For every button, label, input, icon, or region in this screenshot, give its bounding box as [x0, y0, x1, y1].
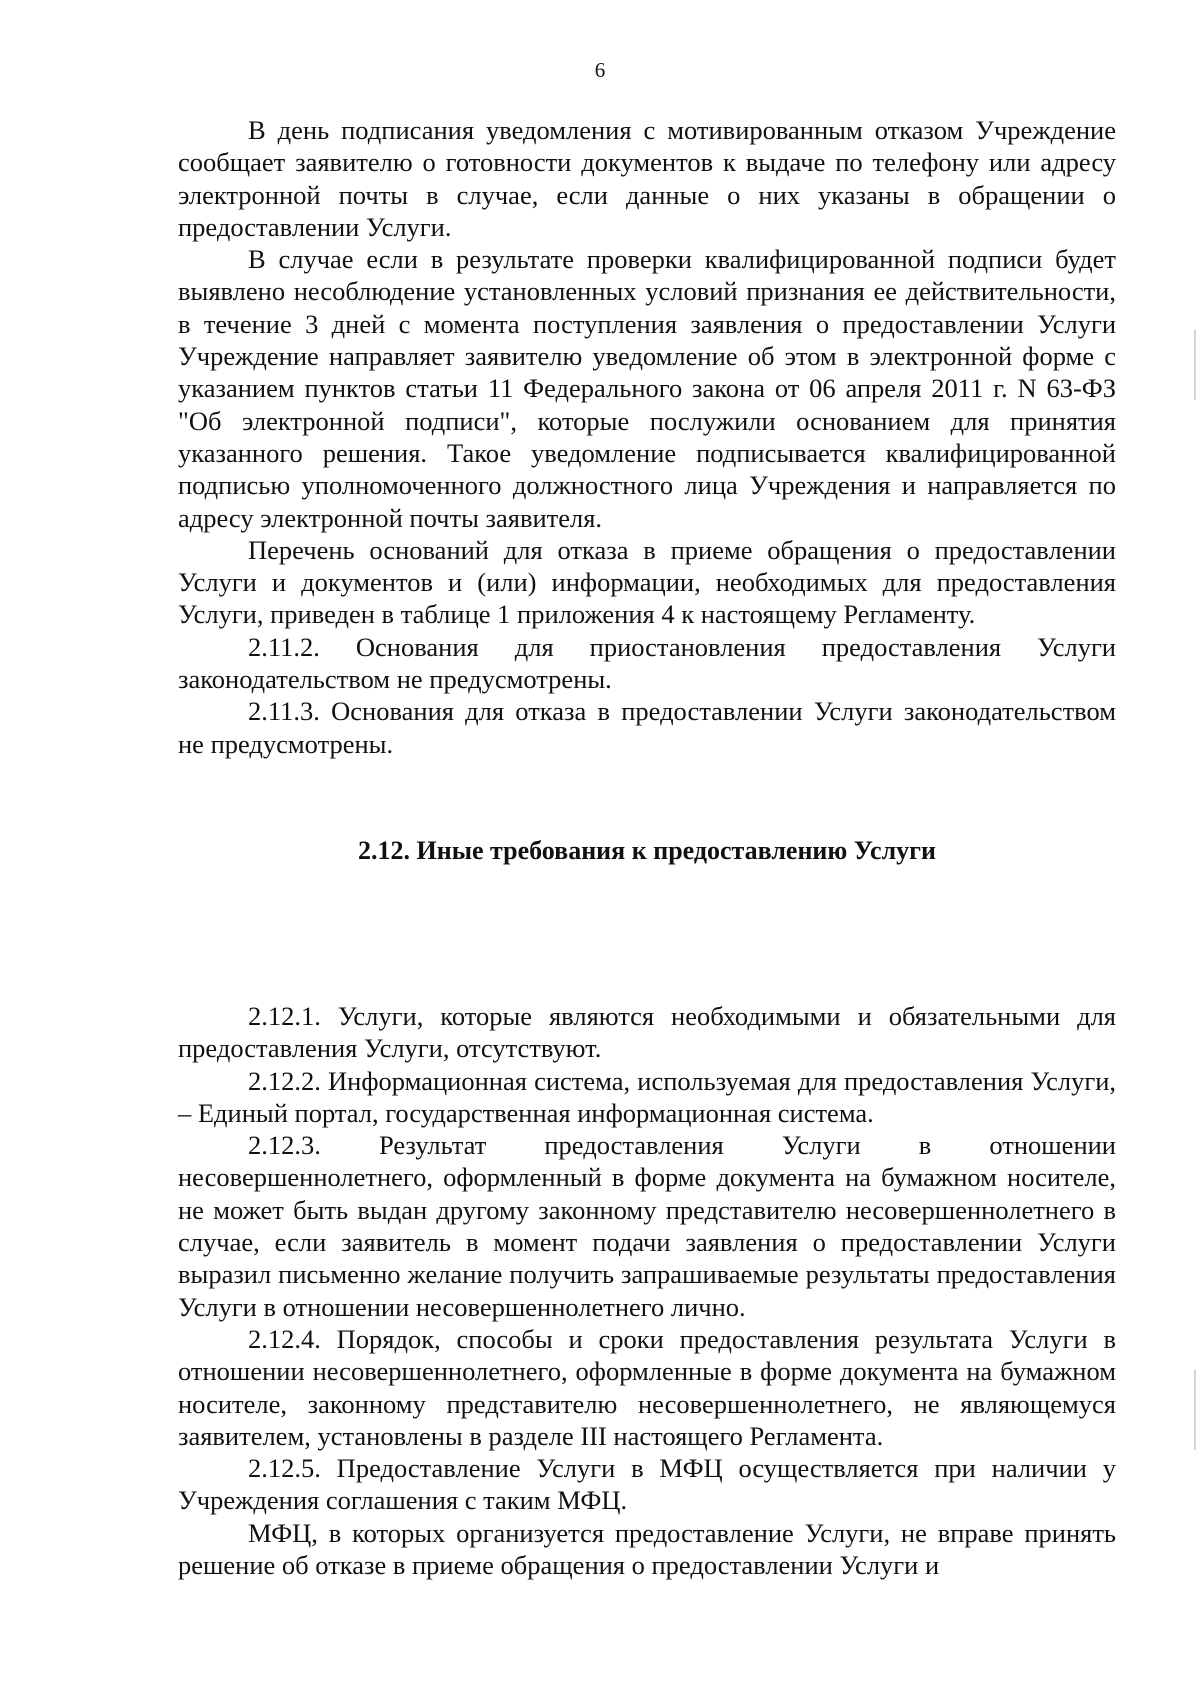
- paragraph-qualified-signature-check: В случае если в результате проверки квалифицированной подписи будет выявлено несоблюдение установленных условий признания ее действительности, в течение 3 дней с момента поступления заявления о предоставлении Услуги Учреждение направляет заявителю уведомление об этом в электронной форме с указанием пунктов статьи 11 Федерального закона от 06 апреля 2011 г. N 63-ФЗ "Об электронной подписи", которые послужили основанием для принятия указанного решения. Такое уведомление подписывается квалифицированной подписью уполномоченного должностного лица Учреждения и направляется по адресу электронной почты заявителя.: [178, 244, 1116, 533]
- paragraph-2-11-2: 2.11.2. Основания для приостановления предоставления Услуги законодательством не предусмотрены.: [178, 631, 1116, 695]
- paragraph-2-12-2: 2.12.2. Информационная система, используемая для предоставления Услуги, – Единый портал, государственная информационная система.: [178, 1065, 1116, 1128]
- paragraph-2-11-3: 2.11.3. Основания для отказа в предоставлении Услуги законодательством не предусмотрены.: [178, 696, 1116, 759]
- paragraph-refusal-notice-day: В день подписания уведомления с мотивированным отказом Учреждение сообщает заявителю о готовности документов к выдаче по телефону или адресу электронной почты в случае, если данные о них указаны в обращении о предоставлении Услуги.: [178, 115, 1116, 242]
- paragraph-mfc-refusal: МФЦ, в которых организуется предоставление Услуги, не вправе принять решение об отказе в приеме обращения о предоставлении Услуги и: [178, 1517, 1116, 1581]
- paragraph-2-12-3: 2.12.3. Результат предоставления Услуги в отношении несовершеннолетнего, оформленный в форме документа на бумажном носителе, не может быть выдан другому законному представителю несовершеннолетнего в случае, если заявитель в момент подачи заявления о предоставлении Услуги выразил письменно желание получить запрашиваемые результаты предоставления Услуги в отношении несовершеннолетнего лично.: [178, 1130, 1116, 1322]
- paragraph-2-12-5: 2.12.5. Предоставление Услуги в МФЦ осуществляется при наличии у Учреждения соглашения с таким МФЦ.: [178, 1453, 1116, 1516]
- section-heading-2-12: 2.12. Иные требования к предоставлению Услуги: [358, 836, 936, 865]
- paragraph-refusal-grounds-list: Перечень оснований для отказа в приеме обращения о предоставлении Услуги и документов и (или) информации, необходимых для предоставления Услуги, приведен в таблице 1 приложения 4 к настоящему Регламенту.: [178, 534, 1116, 630]
- text-block-lower: [178, 1000, 1116, 1581]
- paragraph-2-12-1: 2.12.1. Услуги, которые являются необходимыми и обязательными для предоставления Услуги, отсутствуют.: [178, 1001, 1116, 1064]
- page-number: 6: [594, 58, 606, 82]
- scan-edge-mark: [1194, 330, 1196, 400]
- scan-edge-mark: [1194, 1370, 1196, 1450]
- text-block-upper: [178, 114, 1116, 760]
- paragraph-2-12-4: 2.12.4. Порядок, способы и сроки предоставления результата Услуги в отношении несовершеннолетнего, оформленные в форме документа на бумажном носителе, законному представителю несовершеннолетнего, не являющемуся заявителем, установлены в разделе III настоящего Регламента.: [178, 1323, 1116, 1451]
